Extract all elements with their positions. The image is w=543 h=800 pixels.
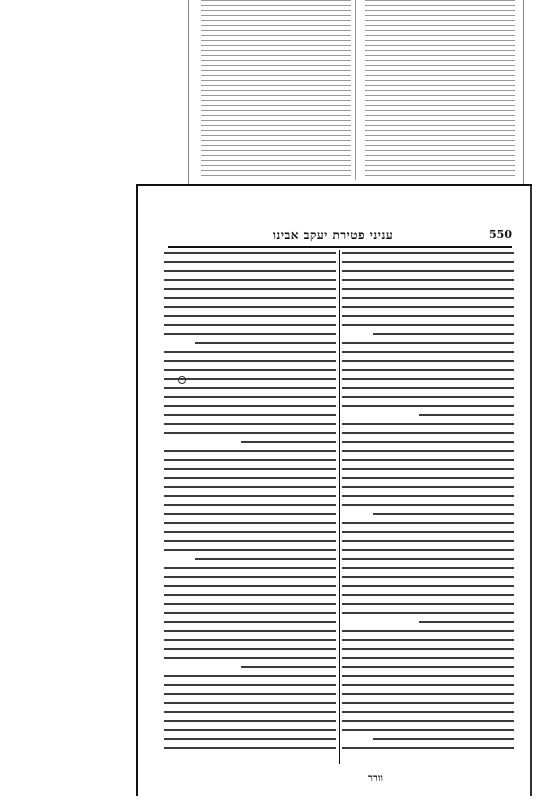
print-fleck	[178, 376, 186, 384]
text-column-left	[164, 252, 336, 762]
page-header	[168, 228, 512, 246]
column-divider	[339, 250, 340, 764]
background-page-column-left	[201, 0, 351, 190]
page-number: 550	[489, 228, 512, 241]
running-title: עניני פטירת יעקב אבינו	[272, 228, 394, 242]
footer-signature: וורר	[368, 773, 383, 784]
background-page-column-rule	[355, 0, 356, 180]
page-edge	[530, 186, 532, 796]
header-rule	[168, 246, 512, 248]
scanned-page	[136, 184, 532, 796]
text-column-right	[342, 252, 514, 762]
background-page-column-right	[365, 0, 515, 190]
